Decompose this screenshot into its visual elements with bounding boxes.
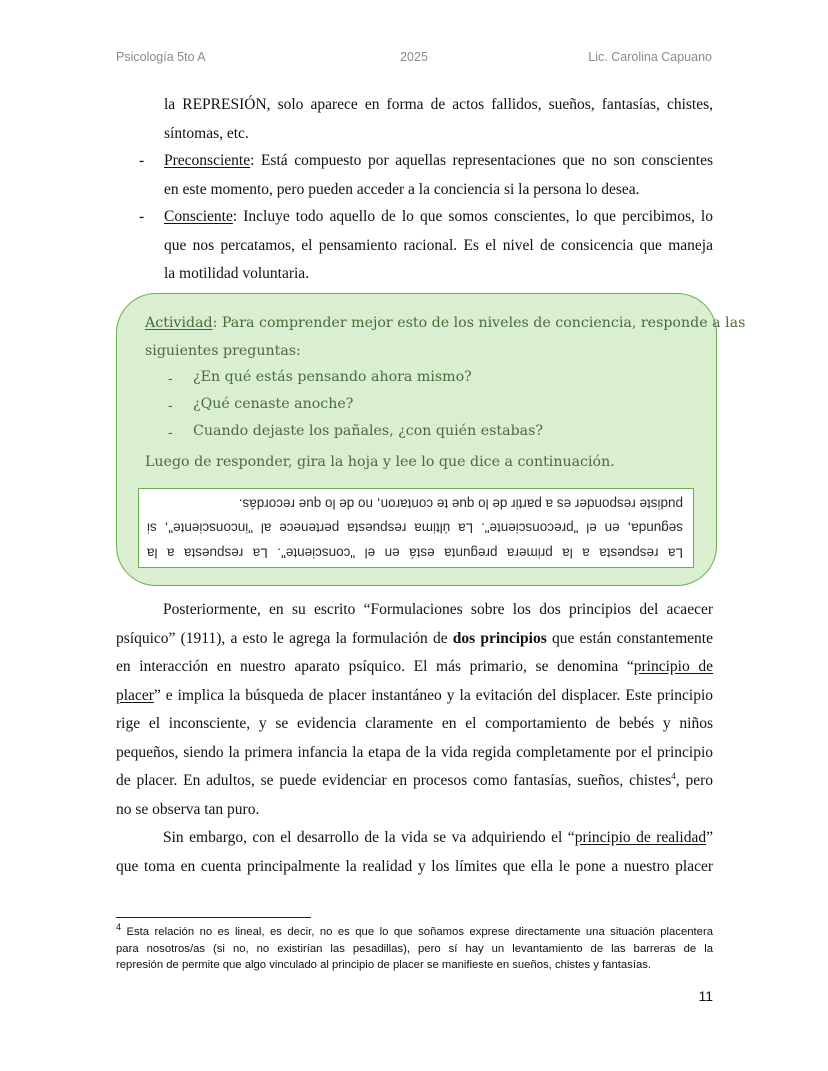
text-line: que toma en cuenta principalmente la realidad y los límites que ella le pone a nuestro placer: [116, 857, 713, 875]
text-line: Posteriormente, en su escrito “Formulaciones sobre los dos principios del acaecer: [163, 601, 713, 618]
text-line: Actividad: Para comprender mejor esto de los niveles de conciencia, responde a las: [145, 315, 746, 331]
bullet-marker: -: [139, 208, 145, 225]
page-number: 11: [698, 988, 713, 1004]
question-marker: -: [168, 371, 173, 387]
footnote-line: para nosotros/as (si no, no existirían las pesadillas), pero sí hay un levantamiento de las barreras de la: [116, 942, 713, 955]
bullet-consciente: [116, 203, 713, 289]
header-year: 2025: [400, 50, 428, 64]
header-author: Lic. Carolina Capuano: [588, 50, 712, 64]
text-line: Preconsciente: Está compuesto por aquellas representaciones que no son conscientes: [164, 152, 713, 169]
question-3: Cuando dejaste los pañales, ¿con quién estabas?: [193, 423, 543, 439]
question-1: ¿En qué estás pensando ahora mismo?: [193, 369, 472, 385]
text-line: la REPRESIÓN, solo aparece en forma de actos fallidos, sueños, fantasías, chistes,: [164, 96, 713, 113]
body-paragraph-2: [116, 824, 713, 881]
text-line: de placer. En adultos, se puede evidenciar en procesos como fantasías, sueños, chistes$^4$, pero: [116, 770, 713, 789]
activity-label: Actividad: [145, 315, 213, 331]
footnote-separator: [116, 917, 311, 918]
text-line: la motilidad voluntaria.: [164, 265, 310, 282]
text-line: Sin embargo, con el desarrollo de la vida se va adquiriendo el “principio de realidad”: [163, 829, 713, 846]
text-line: Luego de responder, gira la hoja y lee lo que dice a continuación.: [145, 454, 615, 470]
footnote-line: $^4$ Esta relación no es lineal, es decir, no es que lo que soñamos exprese directamente una situación placentera: [116, 922, 713, 938]
term-consciente: Consciente: [164, 208, 233, 225]
footnote-line: represión de permite que algo vinculado al principio de placer se manifieste en sueños, chistes y fantasías.: [116, 959, 652, 971]
text-line: que nos percatamos, el pensamiento racional. Es el nivel de consicencia que maneja: [164, 236, 713, 254]
term-principio-realidad: principio de realidad: [574, 829, 707, 846]
text-line: rige el inconsciente, y se evidencia claramente en el comportamiento de bebés y niños: [116, 715, 713, 732]
text-line: placer” e implica la búsqueda de placer instantáneo y la evitación del displacer. Este principio: [116, 686, 713, 704]
question-marker: -: [168, 425, 173, 441]
term-preconsciente: Preconsciente: [164, 152, 251, 169]
text-line: no se observa tan puro.: [116, 800, 260, 818]
activity-closing: [145, 448, 695, 476]
bold-term: dos principios: [452, 629, 547, 647]
text-line: Consciente: Incluye todo aquello de lo que somos conscientes, lo que percibimos, lo: [164, 208, 713, 225]
text-line: siguientes preguntas:: [145, 343, 301, 359]
text-line: síntomas, etc.: [164, 124, 249, 142]
answer-line: La respuesta a la primera pregunta está en el "consciente". La respuesta a la: [147, 545, 683, 561]
text-line: en este momento, pero pueden acceder a la conciencia si la persona lo desea.: [164, 180, 640, 198]
answer-line: pudiste responder es a partir de lo que te contaron, no de lo que recordás.: [238, 496, 683, 512]
text-line: en interacción en nuestro aparato psíquico. El más primario, se denomina “principio de: [116, 658, 714, 675]
header-course: Psicología 5to A: [116, 50, 206, 64]
bullet-marker: -: [139, 152, 145, 169]
answer-line: segunda, en el "preconsciente". La última respuesta pertenece al "inconsciente", si: [147, 521, 683, 536]
text-line: psíquico” (1911), a esto le agrega la formulación de dos principios que están constantemente: [116, 629, 713, 647]
footnote-number: 4: [116, 922, 122, 933]
activity-intro: [145, 309, 746, 365]
top-paragraph: [116, 91, 713, 148]
answer-upside-down: [147, 491, 683, 565]
body-paragraph-1: [116, 596, 713, 824]
footnote-ref: 4: [671, 770, 676, 781]
footnote: [116, 924, 713, 974]
term-placer: placer: [116, 686, 154, 704]
question-2: ¿Qué cenaste anoche?: [193, 396, 354, 412]
bullet-preconsciente: [116, 147, 713, 204]
term-principio-placer: principio de: [633, 658, 714, 675]
question-marker: -: [168, 398, 173, 414]
text-line: pequeños, siendo la primera infancia la etapa de la vida regida completamente por el principio: [116, 743, 713, 761]
